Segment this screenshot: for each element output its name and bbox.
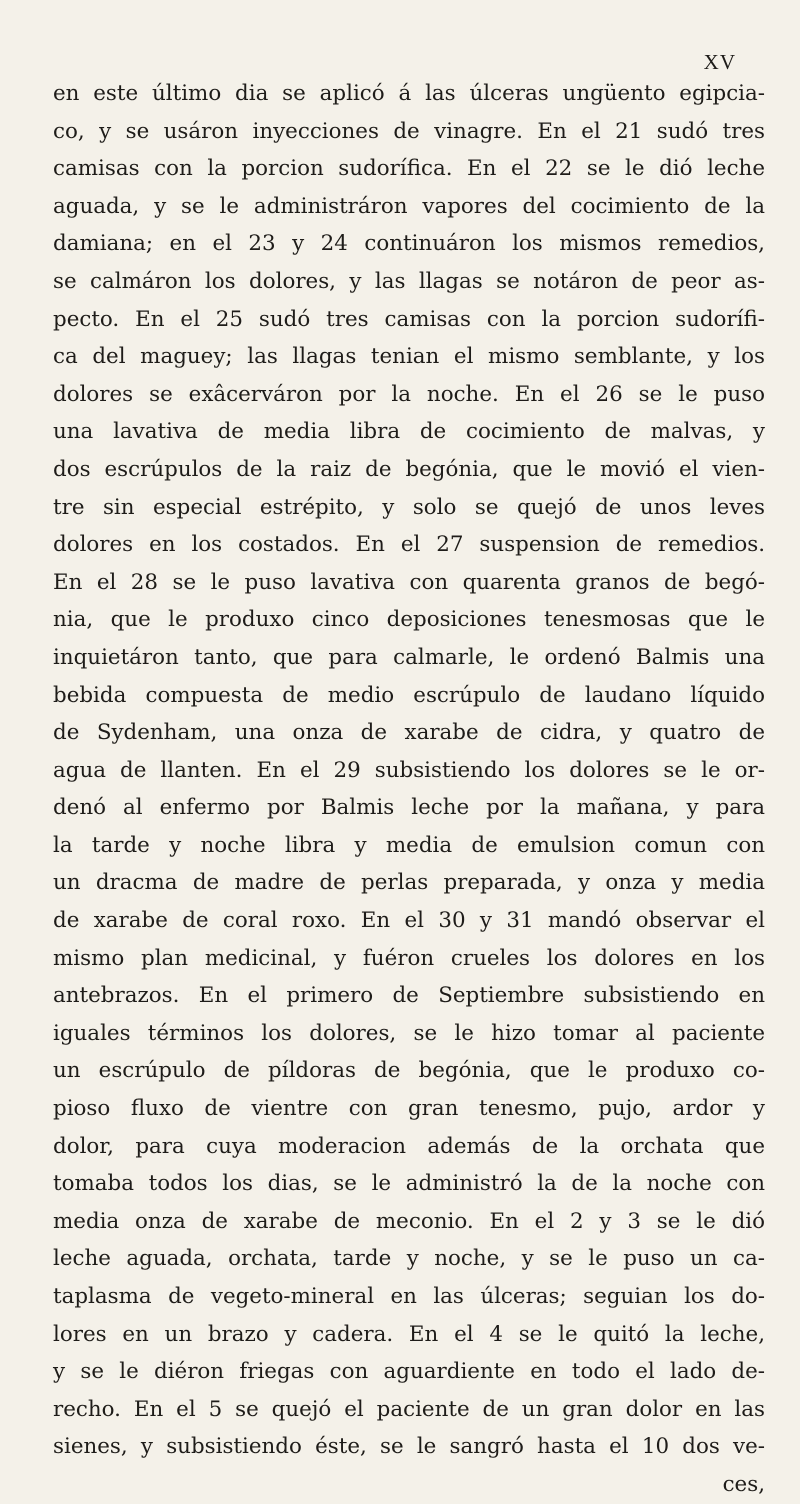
text-line: de Sydenham, una onza de xarabe de cidra, y quatro de: [53, 720, 765, 746]
text-line: En el 28 se le puso lavativa con quarenta granos de begó-: [53, 569, 765, 595]
text-line: recho. En el 5 se quejó el paciente de un gran dolor en las: [53, 1396, 765, 1422]
text-line: tre sin especial estrépito, y solo se quejó de unos leves: [53, 494, 765, 520]
body-text: [53, 75, 765, 1504]
text-line: una lavativa de media libra de cocimiento de malvas, y: [53, 419, 765, 445]
text-line: aguada, y se le administráron vapores del cocimiento de la: [53, 193, 765, 219]
text-line: damiana; en el 23 y 24 continuáron los mismos remedios,: [53, 231, 765, 257]
text-line: sienes, y subsistiendo éste, se le sangró hasta el 10 dos ve-: [53, 1434, 765, 1460]
text-line: un escrúpulo de píldoras de begónia, que le produxo co-: [53, 1058, 765, 1084]
text-line: y se le diéron friegas con aguardiente en todo el lado de-: [53, 1359, 765, 1385]
text-line: bebida compuesta de medio escrúpulo de laudano líquido: [53, 682, 765, 708]
text-line: co, y se usáron inyecciones de vinagre. En el 21 sudó tres: [53, 118, 765, 144]
text-line: antebrazos. En el primero de Septiembre subsistiendo en: [53, 983, 765, 1009]
text-line: nia, que le produxo cinco deposiciones tenesmosas que le: [53, 607, 765, 633]
text-line: agua de llanten. En el 29 subsistiendo los dolores se le or-: [53, 757, 765, 783]
text-line: en este último dia se aplicó á las úlceras ungüento egipcia-: [53, 81, 765, 106]
text-line: iguales términos los dolores, se le hizo tomar al paciente: [53, 1020, 765, 1046]
text-line: mismo plan medicinal, y fuéron crueles los dolores en los: [53, 945, 765, 971]
text-line: de xarabe de coral roxo. En el 30 y 31 mandó observar el: [53, 908, 765, 934]
text-line: pecto. En el 25 sudó tres camisas con la porcion sudorífi-: [53, 306, 765, 332]
text-line: la tarde y noche libra y media de emulsion comun con: [53, 832, 765, 858]
text-line: dolor, para cuya moderacion además de la orchata que: [53, 1133, 765, 1159]
text-line: lores en un brazo y cadera. En el 4 se le quitó la leche,: [53, 1321, 765, 1347]
text-line: ces,: [722, 1471, 765, 1497]
text-line: dolores en los costados. En el 27 suspension de remedios.: [53, 532, 765, 558]
text-line: pioso fluxo de vientre con gran tenesmo, pujo, ardor y: [53, 1096, 765, 1122]
text-line: dos escrúpulos de la raiz de begónia, que le movió el vien-: [53, 456, 765, 482]
text-line: tomaba todos los dias, se le administró la de la noche con: [53, 1171, 765, 1197]
page-number: XV: [703, 50, 736, 74]
text-line: media onza de xarabe de meconio. En el 2 y 3 se le dió: [53, 1208, 765, 1234]
text-line: dolores se exâcerváron por la noche. En el 26 se le puso: [53, 381, 765, 407]
text-line: leche aguada, orchata, tarde y noche, y se le puso un ca-: [53, 1246, 765, 1272]
text-line: denó al enfermo por Balmis leche por la mañana, y para: [53, 795, 765, 821]
text-line: ca del maguey; las llagas tenian el mismo semblante, y los: [53, 344, 765, 370]
text-line: se calmáron los dolores, y las llagas se notáron de peor as-: [53, 268, 765, 294]
text-line: camisas con la porcion sudorífica. En el 22 se le dió leche: [53, 156, 765, 182]
text-line: un dracma de madre de perlas preparada, y onza y media: [53, 870, 765, 896]
text-line: inquietáron tanto, que para calmarle, le ordenó Balmis una: [53, 644, 765, 670]
text-line: taplasma de vegeto-mineral en las úlceras; seguian los do-: [53, 1284, 765, 1309]
